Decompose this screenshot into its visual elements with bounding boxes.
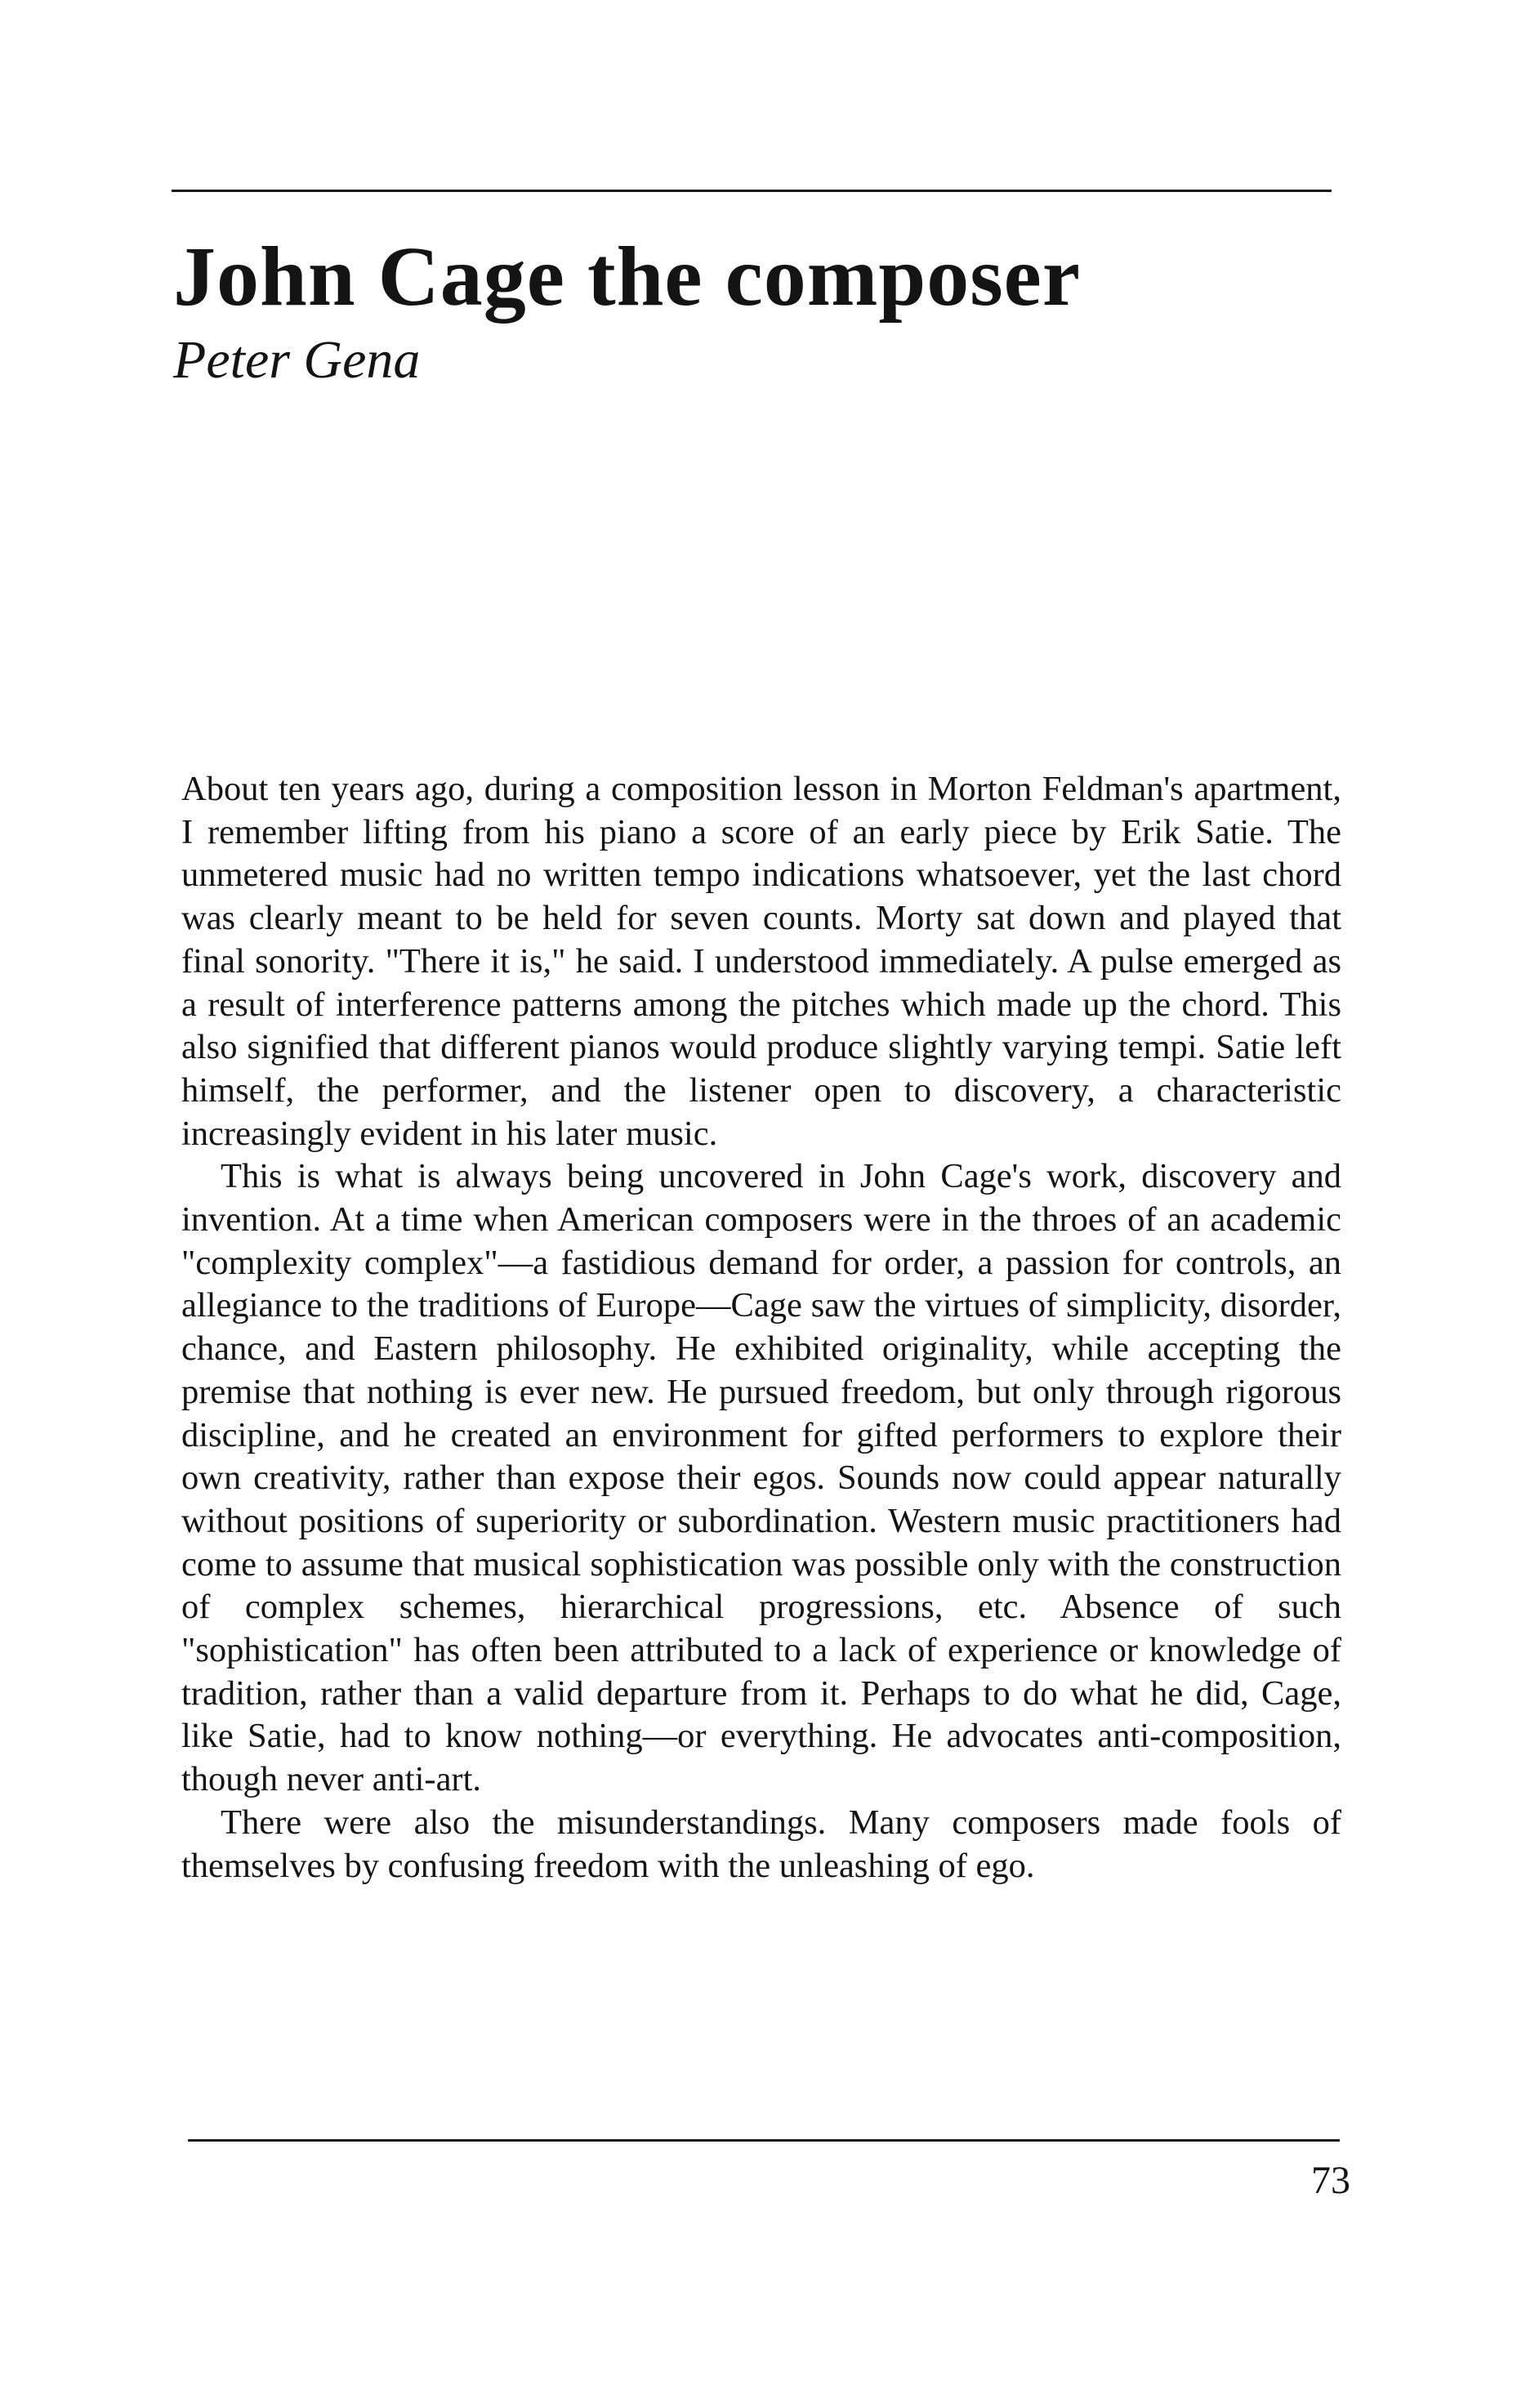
article-author: Peter Gena xyxy=(173,330,421,390)
paragraph-2: This is what is always being uncovered in John Cage's work, discovery and invention. At a time when American composers were in the throes of an academic "complexity complex"—a fastidious demand for order, a passion for controls, an allegiance to the traditions of Europe—Cage saw the virtues of simplicity, disorder, chance, and Eastern philosophy. He exhibited originality, while accepting the premise that nothing is ever new. He pursued freedom, but only through rigorous discipline, and he created an environment for gifted performers to explore their own creativity, rather than expose their egos. Sounds now could appear naturally without positions of superiority or subordination. Western music practitioners had come to assume that musical sophistication was possible only with the construction of complex schemes, hierarchical progressions, etc. Absence of such "sophistication" has often been attributed to a lack of experience or knowledge of tradition, rather than a valid departure from it. Perhaps to do what he did, Cage, like Satie, had to know nothing—or everything. He advocates anti-composition, though never anti-art. xyxy=(181,1157,1341,1799)
top-rule xyxy=(172,190,1332,192)
article-title: John Cage the composer xyxy=(173,230,1082,324)
page-number: 73 xyxy=(1311,2159,1350,2202)
paragraph-3: There were also the misunderstandings. Many composers made fools of themselves by confusing freedom with the unleashing of ego. xyxy=(181,1803,1341,1885)
paragraph-1: About ten years ago, during a composition lesson in Morton Feldman's apartment, I remember lifting from his piano a score of an early piece by Erik Satie. The unmetered music had no written tempo indications whatsoever, yet the last chord was clearly meant to be held for seven counts. Morty sat down and played that final sonority. "There it is," he said. I understood immediately. A pulse emerged as a result of interference patterns among the pitches which made up the chord. This also signified that different pianos would produce slightly varying tempi. Satie left himself, the performer, and the listener open to discovery, a characteristic increasingly evident in his later music. xyxy=(181,770,1341,1153)
bottom-rule xyxy=(188,2139,1340,2142)
article-body xyxy=(181,768,1341,1888)
